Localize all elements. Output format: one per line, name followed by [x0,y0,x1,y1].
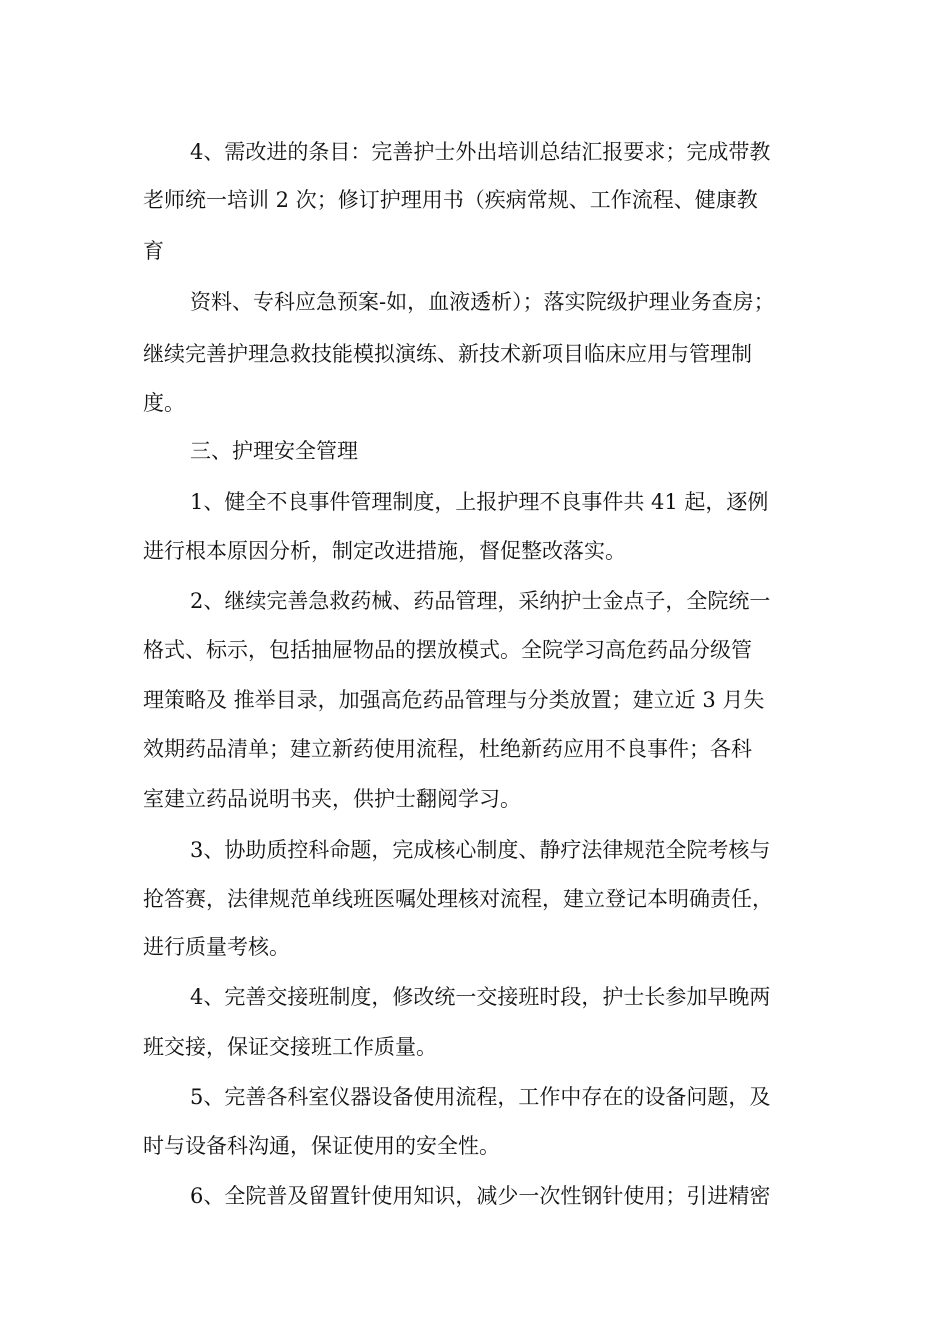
paragraph-line: 进行根本原因分析，制定改进措施，督促整改落实。 [143,539,626,563]
paragraph-line: 继续完善护理急救技能模拟演练、新技术新项目临床应用与管理制 [143,342,752,366]
paragraph-line: 4、需改进的条目：完善护士外出培训总结汇报要求；完成带教 [190,140,771,164]
paragraph-line: 4、完善交接班制度，修改统一交接班时段，护士长参加早晚两 [190,985,771,1009]
paragraph-line: 2、继续完善急救药械、药品管理，采纳护士金点子，全院统一 [190,589,771,613]
paragraph-line: 格式、标示，包括抽屉物品的摆放模式。全院学习高危药品分级管 [143,638,752,662]
section-heading: 三、护理安全管理 [190,439,358,463]
paragraph-line: 进行质量考核。 [143,935,290,959]
paragraph-line: 时与设备科沟通，保证使用的安全性。 [143,1134,500,1158]
paragraph-line: 3、协助质控科命题，完成核心制度、静疗法律规范全院考核与 [190,838,771,862]
paragraph-line: 1、健全不良事件管理制度，上报护理不良事件共 41 起，逐例 [190,490,769,514]
paragraph-line: 抢答赛，法律规范单线班医嘱处理核对流程，建立登记本明确责任， [143,887,773,911]
paragraph-line: 育 [143,239,164,263]
paragraph-line: 资料、专科应急预案-如，血液透析）；落实院级护理业务查房； [190,290,775,314]
paragraph-line: 班交接，保证交接班工作质量。 [143,1035,437,1059]
paragraph-line: 老师统一培训 2 次；修订护理用书（疾病常规、工作流程、健康教 [143,188,758,212]
paragraph-line: 理策略及 推举目录，加强高危药品管理与分类放置；建立近 3 月失 [143,688,765,712]
paragraph-line: 室建立药品说明书夹，供护士翻阅学习。 [143,787,521,811]
paragraph-line: 6、全院普及留置针使用知识，减少一次性钢针使用；引进精密 [190,1184,771,1208]
paragraph-line: 5、完善各科室仪器设备使用流程，工作中存在的设备问题，及 [190,1085,771,1109]
paragraph-line: 度。 [143,391,185,415]
paragraph-line: 效期药品清单；建立新药使用流程，杜绝新药应用不良事件；各科 [143,737,752,761]
